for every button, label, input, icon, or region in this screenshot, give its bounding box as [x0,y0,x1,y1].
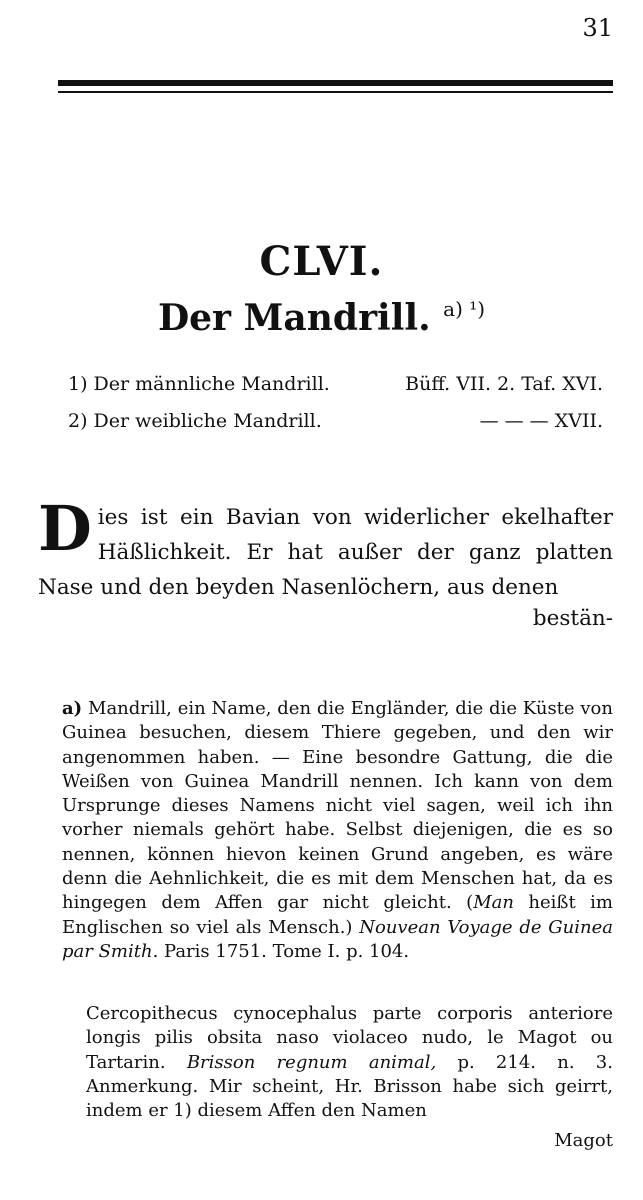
figure-reference: — — — XVII. [479,410,603,432]
footnote-man: Man [473,892,514,914]
drop-cap: D [38,492,92,565]
latin-text-2: p. 214. n. 3. Anmerkung. Mir scheint, Hr. Brisson habe sich geirrt, indem er 1) diesem Affen den Namen [86,1051,613,1122]
latin-source: Brisson regnum animal, [186,1051,437,1073]
footnote-citation: Paris 1751. Tome I. p. 104. [158,940,410,962]
footnote-label: a) [62,698,83,719]
figure-entry-1 [68,373,603,395]
body-text: ies ist ein Bavian von widerlicher ekelhafter Häßlichkeit. Er hat außer der ganz platten Nase und den beyden Nasenlöchern, aus denen [38,505,613,600]
footnote-latin [86,1002,613,1123]
catchword: bestän- [532,606,613,631]
chapter-title-text: Der Mandrill. [157,297,431,339]
figure-label: 2) Der weibliche Mandrill. [68,410,322,432]
chapter-note-refs: a) ¹) [443,297,486,321]
footnote-a [62,697,613,964]
footnote-source: Nouvean Voyage de Guinea par Smith. [62,916,613,962]
body-paragraph [38,492,613,605]
footnote-text-2: heißt im Englischen so viel als Mensch.) [62,892,613,938]
page-number: 31 [582,14,613,42]
figure-label: 1) Der männliche Mandrill. [68,373,330,395]
figure-entry-2 [68,410,603,432]
footnote-text: Mandrill, ein Name, den die Engländer, die die Küste von Guinea besuchen, diesem Thiere gegeben, und den wir angenommen haben. — Eine besondre Gattung, die die Weißen von Guinea Mandrill nennen. Ich kann von dem Ursprunge dieses Namens nicht viel sagen, weil ich ihn vorher niemals gehört habe. Selbst diejenigen, die es so nennen, können hievon keinen Grund angeben, es wäre denn die Aehnlichkeit, die es mit dem Menschen hat, da es hingegen dem Affen gar nicht gleicht. ( [62,698,613,914]
latin-text: Cercopithecus cynocephalus parte corporis anteriore longis pilis obsita naso violaceo nudo, le Magot ou Tartarin. [86,1003,613,1073]
header-rule-thin [58,91,613,93]
chapter-title [0,297,643,339]
header-rule-thick [58,80,613,86]
figure-reference: Büff. VII. 2. Taf. XVI. [405,373,603,395]
chapter-numeral: CLVI. [259,238,384,285]
catchword-footnote: Magot [554,1130,613,1151]
